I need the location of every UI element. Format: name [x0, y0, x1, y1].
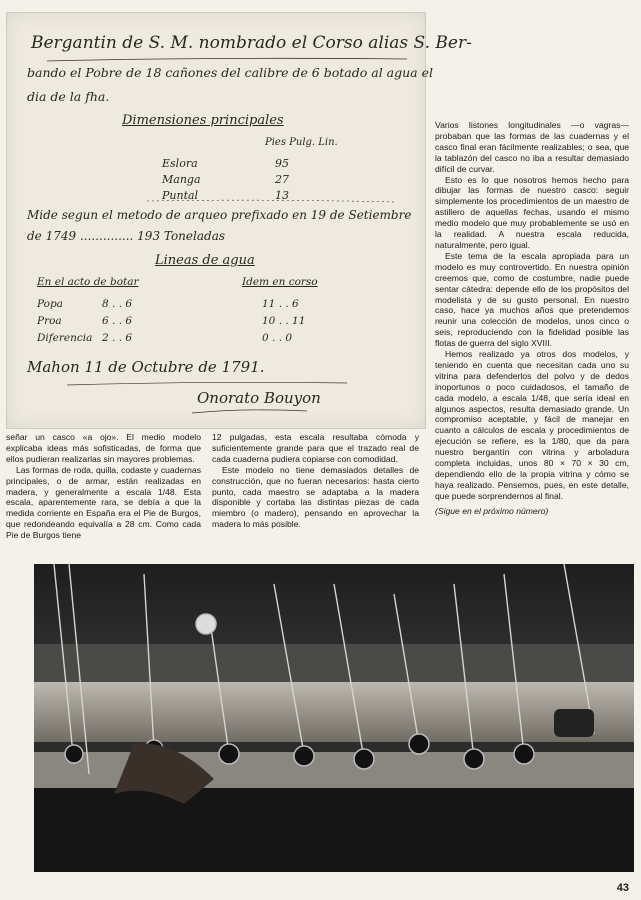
- manuscript-signature: Onorato Bouyon: [197, 389, 321, 407]
- paragraph: Hemos realizado ya otros dos modelos, y teniendo en cuenta que necesitan cada uno su vitrina para defenderlos del polvo y de dedos inoportunos o poco cuidadosos, el tamaño de cada modelo, a escala 1/48, que sería ideal en algunos aspectos, resulta demasiado grande. Un compromiso aceptable, y fácil de manejar en cuanto a cálculos de escala y procedimientos de ejecución se refiere, es la 1/80, que da para nuestro bergantín con vitrina y arboladura completa incluidas, unos 80 × 70 × 30 cm, dependiendo ello de la propia vitrina y cómo se haya realizado. Pensemos, pues, en este detalle, que puede sorprendernos al final.: [435, 349, 629, 501]
- manuscript-tonnage-line-1: Mide segun el metodo de arqueo prefixado en 19 de Setiembre: [27, 208, 412, 222]
- page-number: 43: [616, 882, 629, 894]
- manuscript-tonnage-line-2: de 1749 .............. 193 Toneladas: [27, 229, 225, 243]
- manuscript-line-2: bando el Pobre de 18 cañones del calibre de 6 botado al agua el: [27, 65, 433, 80]
- manuscript-heading-water-lines: Lineas de agua: [155, 253, 255, 268]
- article-column-left: [6, 432, 201, 541]
- photo-illustration: [34, 564, 634, 872]
- paragraph: señar un casco «a ojo». El medio modelo explicaba ideas más sofisticadas, de forma que ellos pudieran realizarlas sin mayores problemas.: [6, 432, 201, 464]
- dimension-label: Puntal: [162, 189, 199, 202]
- paragraph: Varios listones longitudinales —o vagras— probaban que las formas de las cuadernas y el casco final eran fácilmente realizables; o sea, que la tablazón del casco no iba a resultar demasiado difícil de curvar.: [435, 120, 629, 174]
- manuscript-line-3: dia de la fha.: [27, 89, 110, 104]
- dimension-value: 27: [275, 173, 289, 186]
- water-lines-left-heading: En el acto de botar: [37, 276, 139, 288]
- water-line-left-value: 8 . . 6: [102, 298, 133, 310]
- water-line-left-value: 2 . . 6: [102, 332, 133, 344]
- paragraph: Esto es lo que nosotros hemos hecho para dibujar las formas de nuestro casco: seguir simplemente los procedimientos de un maestro de astillero de aquellas fechas, usando el mismo medio modelo que muy probablemente se usó en la realidad. A nuestra escala reducida, naturalmente, pero igual.: [435, 174, 629, 250]
- water-line-label: Diferencia: [37, 332, 93, 344]
- manuscript-line-1: Bergantin de S. M. nombrado el Corso alias S. Ber-: [31, 33, 472, 53]
- manuscript-dimension-columns: Pies Pulg. Lin.: [265, 137, 338, 148]
- water-line-left-value: 6 . . 6: [102, 315, 133, 327]
- paragraph: 12 pulgadas, esta escala resultaba cómoda y suficientemente grande para que el trazado real de cada cuaderna pudiera copiarse con comodidad.: [212, 432, 419, 464]
- water-line-label: Popa: [37, 298, 63, 310]
- article-column-right: [435, 120, 629, 517]
- manuscript-date-line: Mahon 11 de Octubre de 1791.: [27, 358, 265, 376]
- paragraph: Este tema de la escala apropiada para un modelo es muy controvertido. En nuestra opinión creemos que, como de costumbre, nadie puede sentar cátedra: depende ello de los propósitos del modelista y de su gusto personal. En nuestro caso, hace ya muchos años que pretendemos reunir una colección de modelos, unos cinco o seis, reproduciendo con la fidelidad posible las flotas de guerra del siglo XVIII.: [435, 250, 629, 349]
- water-line-right-value: 0 . . 0: [262, 332, 293, 344]
- water-line-right-value: 11 . . 6: [262, 298, 299, 310]
- water-lines-right-heading: Idem en corso: [242, 276, 318, 288]
- continued-note: (Sigue en el próximo número): [435, 505, 549, 516]
- dimension-label: Manga: [162, 173, 201, 186]
- manuscript-heading-dimensions: Dimensiones principales: [122, 113, 284, 128]
- ship-model-rigging-photo: [34, 564, 634, 872]
- dimension-label: Eslora: [162, 157, 198, 170]
- paragraph: Este modelo no tiene demasiados detalles de construcción, que no fueran necesarios: hasta cierto punto, cada maestro se adaptaba a la madera disponible y cortaba las distintas piezas de cada miembro (o madero), pensando en aprovechar la madera lo más posible.: [212, 464, 419, 530]
- paragraph: Las formas de roda, quilla, codaste y cuadernas principales, o de armar, están realizadas en madera, y generalmente a escala 1/48. Esta escala, aparentemente rara, se debía a que la medida corriente en España era el Pie de Burgos, que redondeando equivalía a 28 cm. Como cada Pie de Burgos tiene: [6, 464, 201, 541]
- water-line-right-value: 10 . . 11: [262, 315, 306, 327]
- water-line-label: Proa: [37, 315, 62, 327]
- manuscript-document: [6, 12, 472, 429]
- dimension-value: 13: [275, 189, 289, 202]
- article-column-middle: [212, 432, 419, 530]
- dimension-value: 95: [275, 157, 289, 170]
